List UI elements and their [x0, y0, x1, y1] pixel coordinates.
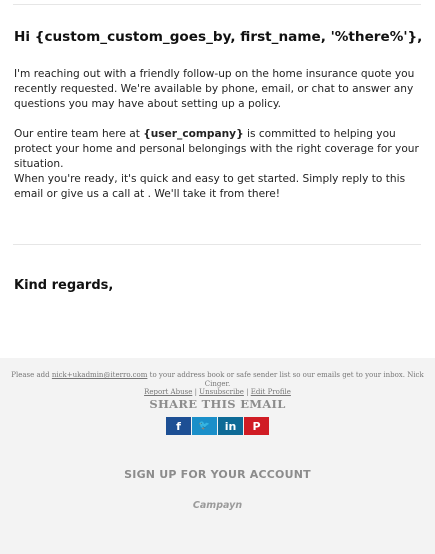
unsubscribe-link[interactable]: Unsubscribe [199, 388, 244, 396]
facebook-icon: f [176, 419, 181, 433]
legal-suffix: to your address book or safe sender list so our emails get to your inbox. Nick Cinger. [147, 371, 424, 388]
twitter-icon: 🐦 [198, 421, 211, 431]
legal-prefix: Please add [11, 371, 52, 379]
edit-profile-link[interactable]: Edit Profile [250, 388, 291, 396]
sender-email-link[interactable]: nick+ukadmin@iterro.com [51, 371, 148, 379]
campayn-logo[interactable]: Campayn [192, 500, 243, 511]
company-placeholder: {user_company} [143, 128, 244, 140]
signoff: Kind regards, [14, 278, 114, 293]
report-abuse-link[interactable]: Report Abuse [144, 388, 193, 396]
pinterest-share-button[interactable] [244, 417, 269, 435]
facebook-share-button[interactable] [166, 417, 191, 435]
paragraph-2-suffix: is committed to helping you protect your home and personal belongings with the right coverage for your situation. [14, 128, 419, 170]
paragraph-1: I'm reaching out with a friendly follow-up on the home insurance quote you recently requested. We're available by phone, email, or chat to answer any questions you may have about setting up a policy. [14, 68, 415, 110]
greeting: Hi {custom_custom_goes_by, first_name, '%there%'}, [14, 29, 423, 45]
signup-link[interactable]: SIGN UP FOR YOUR ACCOUNT [124, 468, 311, 481]
paragraph-3: When you're ready, it's quick and easy to get started. Simply reply to this email or give us a call at . We'll take it from there! [14, 173, 406, 200]
pinterest-icon: P [252, 419, 261, 433]
share-title: SHARE THIS EMAIL [149, 397, 286, 411]
link-separator: | [194, 388, 197, 396]
twitter-share-button[interactable] [192, 417, 217, 435]
linkedin-share-button[interactable] [218, 417, 243, 435]
linkedin-icon: in [224, 419, 237, 433]
middle-divider [13, 244, 421, 245]
top-divider [13, 4, 421, 5]
legal-notice [0, 371, 435, 397]
paragraph-2-prefix: Our entire team here at [14, 128, 144, 140]
paragraph-2 [14, 127, 424, 172]
link-separator: | [246, 388, 249, 396]
